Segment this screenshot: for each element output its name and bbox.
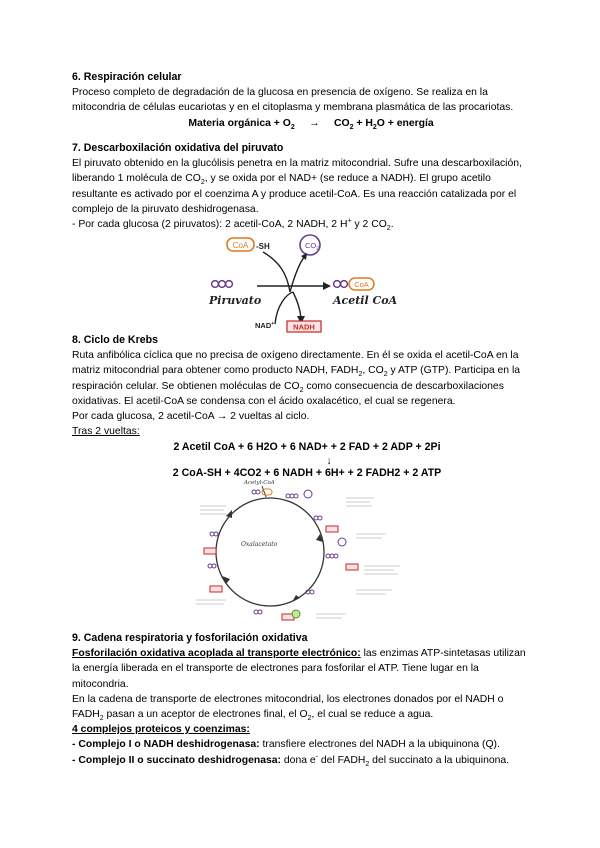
s9-line4: En la cadena de transporte de electrones mitocondrial, los electrones donados por el NADH o: [72, 693, 504, 705]
section-8: [72, 333, 542, 481]
piruvato-label: Piruvato: [209, 294, 262, 307]
section-9: [72, 631, 542, 768]
section-9-heading: 9. Cadena respiratoria y fosforilación oxidativa: [72, 632, 308, 644]
s8-eq1: 2 Acetil CoA + 6 H2O + 6 NAD+ + 2 FAD + 2 ADP + 2Pi: [173, 441, 441, 454]
co2-label: $CO_2$: [305, 241, 320, 252]
section-7-heading: 7. Descarboxilación oxidativa del piruvato: [72, 142, 284, 154]
s8-line2: matriz mitocondrial para obtener como producto NADH, $FADH_2$, $CO_2$ y ATP (GTP). Participa en la: [72, 365, 521, 379]
s9-line8: - Complejo II o succinato deshidrogenasa: dona e- del $FADH_2$ del succinato a la ubiquinona.: [72, 753, 510, 768]
section-7: [72, 141, 542, 232]
s6-line2: mitocondria de células eucariotas y en el citoplasma y membrana plasmática de las procariotas.: [72, 102, 514, 114]
s8-line5: Por cada glucosa, 2 acetil-CoA → 2 vueltas al ciclo.: [72, 411, 310, 423]
krebs-cycle-figure: [196, 476, 404, 626]
s9-line7: - Complejo I o NADH deshidrogenasa: transfiere electrones del NADH a la ubiquinona (Q).: [72, 739, 500, 751]
s8-line4: oxidativas. El acetil-CoA se condensa con el ácido oxalacético, el cual se regenera.: [72, 395, 456, 407]
main-arrowhead: [323, 282, 331, 290]
nad-label: NAD+: [255, 321, 275, 330]
s9-line1: Fosforilación oxidativa acoplada al transporte electrónico: las enzimas ATP-sintetasas utilizan: [72, 648, 526, 660]
s7-line2: liberando 1 molécula de $CO_2$, y se oxida por el NAD+ (se reduce a NADH). El grupo acetilo: [72, 173, 491, 187]
s9-line5: $FADH_2$ pasan a un aceptor de electrones final, el $O_2$, el cual se reduce a agua.: [72, 709, 434, 723]
sh-label: -SH: [256, 242, 270, 251]
s9-line6: 4 complejos proteicos y coenzimas:: [72, 724, 250, 736]
acetil-coa-label: Acetil CoA: [333, 294, 398, 307]
s9-line2: la energía liberada en el transporte de electrones para fosforilar el ATP. Tiene lugar en la: [72, 663, 479, 675]
s8-line1: Ruta anfibólica cíclica que no precisa de oxígeno directamente. En él se oxida el acetil-CoA en la: [72, 350, 519, 362]
s6-line1: Proceso completo de degradación de la glucosa en presencia de oxígeno. Se realiza en la: [72, 87, 488, 99]
s6-equation: Materia orgánica + $O_2$ → $CO_2 + H_2O$ + energía: [188, 117, 434, 131]
section-6-heading: 6. Respiración celular: [72, 71, 182, 83]
coa-label: CoA: [232, 241, 249, 250]
s9-line3: mitocondria.: [72, 678, 129, 690]
s7-line1: El piruvato obtenido en la glucólisis penetra en la matriz mitocondrial. Sufre una descarboxilación,: [72, 158, 522, 170]
section-6: [72, 70, 542, 131]
s8-eq-arrow: ↓: [326, 454, 332, 467]
acetyl-coa-cycle-label: Acetyl-CoA: [244, 480, 275, 486]
s7-line4: complejo de la piruvato deshidrogenasa.: [72, 203, 259, 215]
s7-line5: - Por cada glucosa (2 piruvatos): 2 acetil-CoA, 2 NADH, 2 H+ y 2 $CO_2$.: [72, 217, 394, 233]
pyruvate-oxidation-figure: [205, 232, 405, 334]
s7-line3: resultante es activado por el coenzima A y produce acetil-CoA. Es una reacción catalizada por el: [72, 188, 517, 200]
svg-text:CoA: CoA: [354, 280, 369, 289]
s8-tras: Tras 2 vueltas:: [72, 426, 140, 438]
s8-eq2: 2 CoA-SH + 4CO2 + 6 NADH + 6H+ + 2 FADH2 + 2 ATP: [172, 466, 442, 479]
nadh-label: NADH: [293, 322, 315, 332]
s8-line3: respiración celular. Se obtienen moléculas de $CO_2$ como consecuencia de descarboxilaciones: [72, 380, 504, 394]
section-8-heading: 8. Ciclo de Krebs: [72, 334, 158, 346]
oxalacetato-label: Oxalacetato: [241, 541, 278, 548]
arrowhead-co2: [301, 253, 307, 260]
